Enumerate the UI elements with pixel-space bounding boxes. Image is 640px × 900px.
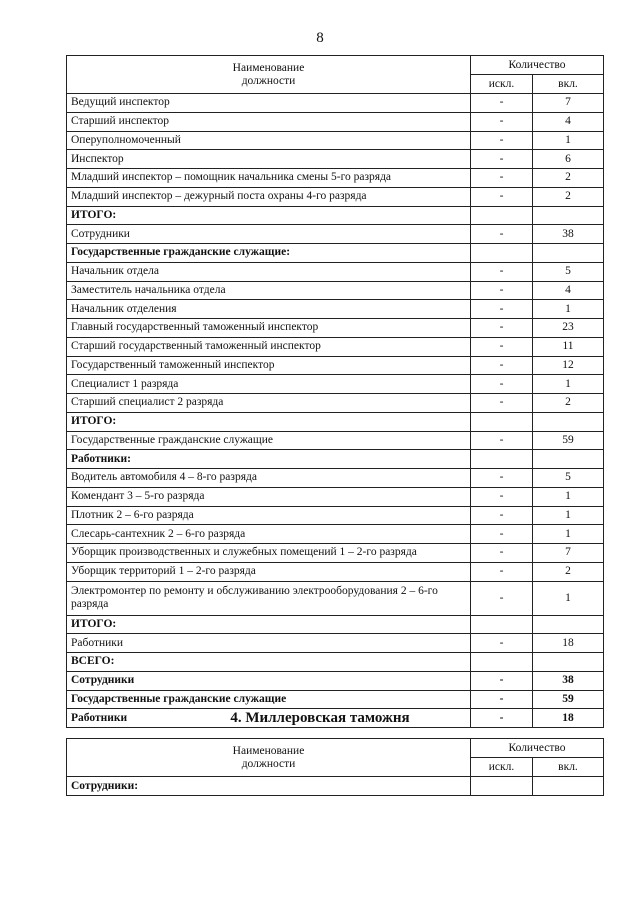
header-name-line1: Наименование [232, 744, 305, 757]
position-name-cell: Главный государственный таможенный инспектор [67, 319, 471, 338]
included-cell [533, 450, 604, 469]
included-cell: 1 [533, 525, 604, 544]
table-row [67, 225, 604, 244]
table-row [67, 300, 604, 319]
excluded-cell [471, 450, 533, 469]
position-name-cell: Специалист 1 разряда [67, 375, 471, 394]
position-name-cell: Младший инспектор – дежурный поста охраны 4-го разряда [67, 187, 471, 206]
position-name-cell: Слесарь-сантехник 2 – 6-го разряда [67, 525, 471, 544]
table-row [67, 431, 604, 450]
excluded-cell: - [471, 431, 533, 450]
excluded-cell [471, 777, 533, 796]
excluded-cell: - [471, 319, 533, 338]
position-name-cell: Уборщик территорий 1 – 2-го разряда [67, 562, 471, 581]
table-row [67, 244, 604, 263]
position-name-cell: Ведущий инспектор [67, 94, 471, 113]
header-included: вкл. [533, 758, 604, 777]
position-name-cell: Старший инспектор [67, 112, 471, 131]
header-name-cell [67, 739, 471, 777]
table-row [67, 262, 604, 281]
excluded-cell: - [471, 112, 533, 131]
header-name-line2: должности [241, 74, 296, 87]
table-row [67, 94, 604, 113]
section-title: 4. Миллеровская таможня [230, 710, 410, 726]
excluded-cell: - [471, 375, 533, 394]
table-row [67, 150, 604, 169]
included-cell: 2 [533, 562, 604, 581]
excluded-cell: - [471, 225, 533, 244]
header-quantity: Количество [471, 56, 604, 75]
table-row [67, 506, 604, 525]
excluded-cell: - [471, 562, 533, 581]
included-cell: 1 [533, 581, 604, 615]
excluded-cell [471, 206, 533, 225]
header-included: вкл. [533, 75, 604, 94]
included-cell [533, 206, 604, 225]
table-row [67, 131, 604, 150]
included-cell: 5 [533, 469, 604, 488]
excluded-cell: - [471, 506, 533, 525]
excluded-cell: - [471, 487, 533, 506]
table-row [67, 544, 604, 563]
excluded-cell: - [471, 525, 533, 544]
position-name-cell: ИТОГО: [67, 412, 471, 431]
excluded-cell: - [471, 169, 533, 188]
position-name-cell: Комендант 3 – 5-го разряда [67, 487, 471, 506]
position-name-cell: Работники [67, 709, 471, 728]
included-cell [533, 615, 604, 634]
excluded-cell: - [471, 187, 533, 206]
included-cell: 18 [533, 709, 604, 728]
included-cell: 1 [533, 506, 604, 525]
header-quantity: Количество [471, 739, 604, 758]
excluded-cell: - [471, 281, 533, 300]
position-name-cell: Сотрудники [67, 671, 471, 690]
excluded-cell: - [471, 131, 533, 150]
header-name-line2: должности [241, 757, 296, 770]
included-cell: 7 [533, 544, 604, 563]
included-cell: 7 [533, 94, 604, 113]
included-cell: 18 [533, 634, 604, 653]
position-name-cell: ВСЕГО: [67, 653, 471, 672]
excluded-cell: - [471, 262, 533, 281]
included-cell: 38 [533, 671, 604, 690]
header-excluded: искл. [471, 758, 533, 777]
table-row [67, 394, 604, 413]
excluded-cell [471, 615, 533, 634]
table-row [67, 412, 604, 431]
table-row [67, 690, 604, 709]
position-name-cell: Водитель автомобиля 4 – 8-го разряда [67, 469, 471, 488]
included-cell: 2 [533, 187, 604, 206]
position-name-cell: Работники: [67, 450, 471, 469]
table-row [67, 581, 604, 615]
excluded-cell: - [471, 544, 533, 563]
excluded-cell: - [471, 150, 533, 169]
position-name-cell: Старший государственный таможенный инспектор [67, 337, 471, 356]
excluded-cell: - [471, 634, 533, 653]
included-cell: 5 [533, 262, 604, 281]
staff-table [66, 55, 604, 728]
excluded-cell: - [471, 469, 533, 488]
included-cell: 2 [533, 169, 604, 188]
included-cell: 59 [533, 690, 604, 709]
position-name-cell: Работники [67, 634, 471, 653]
table-row [67, 206, 604, 225]
position-name-cell: Начальник отделения [67, 300, 471, 319]
included-cell: 1 [533, 375, 604, 394]
included-cell: 2 [533, 394, 604, 413]
table-row [67, 450, 604, 469]
included-cell: 6 [533, 150, 604, 169]
excluded-cell: - [471, 671, 533, 690]
position-name-cell: Инспектор [67, 150, 471, 169]
position-name-cell: Старший специалист 2 разряда [67, 394, 471, 413]
excluded-cell [471, 244, 533, 263]
header-name-cell [67, 56, 471, 94]
position-name-cell: Заместитель начальника отдела [67, 281, 471, 300]
table-row [67, 487, 604, 506]
included-cell: 1 [533, 487, 604, 506]
excluded-cell: - [471, 581, 533, 615]
excluded-cell [471, 653, 533, 672]
position-name-cell: Оперуполномоченный [67, 131, 471, 150]
position-name-cell: Государственные гражданские служащие [67, 690, 471, 709]
included-cell: 23 [533, 319, 604, 338]
included-cell: 59 [533, 431, 604, 450]
position-name-cell: Начальник отдела [67, 262, 471, 281]
included-cell: 1 [533, 300, 604, 319]
included-cell [533, 653, 604, 672]
page-number: 8 [316, 30, 324, 46]
included-cell: 12 [533, 356, 604, 375]
excluded-cell: - [471, 337, 533, 356]
excluded-cell [471, 412, 533, 431]
excluded-cell: - [471, 690, 533, 709]
table-row [67, 562, 604, 581]
position-name-cell: Плотник 2 – 6-го разряда [67, 506, 471, 525]
excluded-cell: - [471, 94, 533, 113]
position-name-cell: Сотрудники [67, 225, 471, 244]
staff-table-2 [66, 738, 604, 796]
table-row [67, 653, 604, 672]
excluded-cell: - [471, 300, 533, 319]
included-cell: 11 [533, 337, 604, 356]
included-cell: 4 [533, 112, 604, 131]
table-row [67, 281, 604, 300]
table-row [67, 169, 604, 188]
table-row [67, 319, 604, 338]
table-row [67, 671, 604, 690]
table-row [67, 469, 604, 488]
table-row [67, 337, 604, 356]
included-cell: 38 [533, 225, 604, 244]
included-cell: 1 [533, 131, 604, 150]
position-name-cell: Сотрудники: [67, 777, 471, 796]
table-row [67, 356, 604, 375]
position-name-cell: Младший инспектор – помощник начальника смены 5-го разряда [67, 169, 471, 188]
table-row [67, 615, 604, 634]
header-excluded: искл. [471, 75, 533, 94]
excluded-cell: - [471, 394, 533, 413]
position-name-cell: Государственный таможенный инспектор [67, 356, 471, 375]
table-row [67, 187, 604, 206]
position-name-cell: Электромонтер по ремонту и обслуживанию электрооборудования 2 – 6-го разряда [67, 581, 471, 615]
included-cell [533, 777, 604, 796]
header-name-line1: Наименование [232, 61, 305, 74]
included-cell [533, 412, 604, 431]
table-row [67, 525, 604, 544]
position-name-cell: ИТОГО: [67, 615, 471, 634]
table-row [67, 634, 604, 653]
position-name-cell: ИТОГО: [67, 206, 471, 225]
position-name-cell: Уборщик производственных и служебных помещений 1 – 2-го разряда [67, 544, 471, 563]
included-cell: 4 [533, 281, 604, 300]
position-name-cell: Государственные гражданские служащие: [67, 244, 471, 263]
excluded-cell: - [471, 709, 533, 728]
table-row [67, 112, 604, 131]
table-row [67, 375, 604, 394]
excluded-cell: - [471, 356, 533, 375]
table-row [67, 777, 604, 796]
included-cell [533, 244, 604, 263]
position-name-cell: Государственные гражданские служащие [67, 431, 471, 450]
